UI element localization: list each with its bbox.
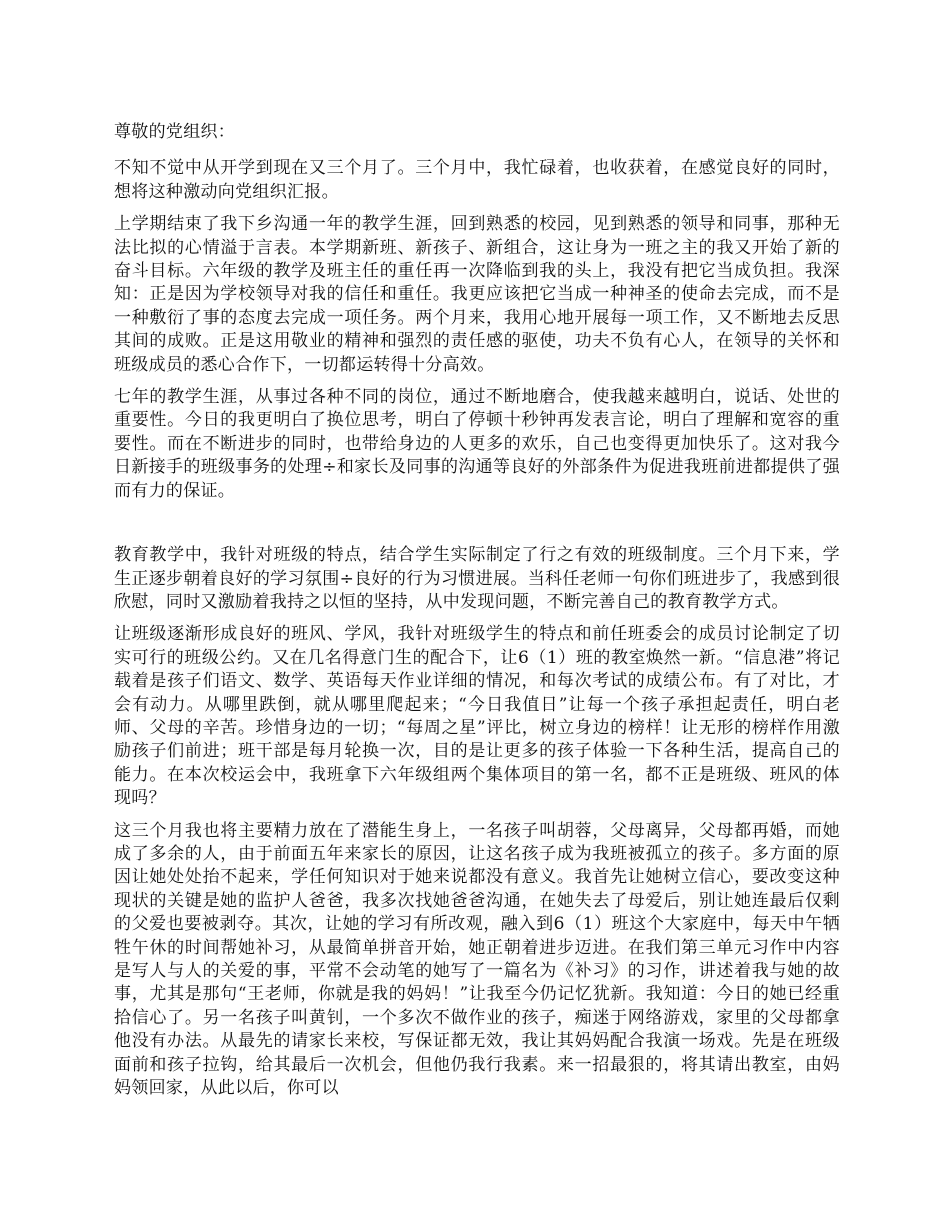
paragraph-new-semester: 上学期结束了我下乡沟通一年的教学生涯，回到熟悉的校园，见到熟悉的领导和同事，那种无法比拟的心情溢于言表。本学期新班、新孩子、新组合，这让身为一班之主的我又开始了新的奋斗目标。六年级的教学及班主任的重任再一次降临到我的头上，我没有把它当成负担。我深知：正是因为学校领导对我的信任和重任。我更应该把它当成一种神圣的使命去完成，而不是一种敷衍了事的态度去完成一项任务。两个月来，我用心地开展每一项工作，又不断地去反思其间的成败。正是这用敬业的精神和强烈的责任感的驱使，功夫不负有心人，在领导的关怀和班级成员的悉心合作下，一切都运转得十分高效。 xyxy=(114,214,840,375)
letter-body xyxy=(114,121,840,1109)
paragraph-opening: 不知不觉中从开学到现在又三个月了。三个月中，我忙碌着，也收获着，在感觉良好的同时，想将这种激动向党组织汇报。 xyxy=(114,158,840,202)
paragraph-class-system: 教育教学中，我针对班级的特点，结合学生实际制定了行之有效的班级制度。三个月下来，学生正逐步朝着良好的学习氛围÷良好的行为习惯进展。当科任老师一句你们班进步了，我感到很欣慰，同时又激励着我持之以恒的坚持，从中发现问题，不断完善自己的教育教学方式。 xyxy=(114,545,840,612)
section-gap xyxy=(114,512,840,544)
paragraph-class-convention: 让班级逐渐形成良好的班风、学风，我针对班级学生的特点和前任班委会的成员讨论制定了切实可行的班级公约。又在几名得意门生的配合下，让6（1）班的教室焕然一新。“信息港”将记载着是孩子们语文、数学、英语每天作业详细的情况，和每次考试的成绩公布。有了对比，才会有动力。从哪里跌倒，就从哪里爬起来；“今日我值日”让每一个孩子承担起责任，明白老师、父母的辛苦。珍惜身边的一切；“每周之星”评比，树立身边的榜样！让无形的榜样作用激励孩子们前进；班干部是每月轮换一次，目的是让更多的孩子体验一下各种生活，提高自己的能力。在本次校运会中，我班拿下六年级组两个集体项目的第一名，都不正是班级、班风的体现吗？ xyxy=(114,624,840,809)
salutation: 尊敬的党组织： xyxy=(114,122,236,142)
paragraph-seven-years: 七年的教学生涯，从事过各种不同的岗位，通过不断地磨合，使我越来越明白，说话、处世的重要性。今日的我更明白了换位思考，明白了停顿十秒钟再发表言论，明白了理解和宽容的重要性。而在不断进步的同时，也带给身边的人更多的欢乐，自己也变得更加快乐了。这对我今日新接手的班级事务的处理÷和家长及同事的沟通等良好的外部条件为促进我班前进都提供了强而有力的保证。 xyxy=(114,387,840,501)
paragraph-potential-students: 这三个月我也将主要精力放在了潜能生身上，一名孩子叫胡蓉，父母离异，父母都再婚，而她成了多余的人，由于前面五年来家长的原因，让这名孩子成为我班被孤立的孩子。多方面的原因让她处处抬不起来，学任何知识对于她来说都没有意义。我首先让她树立信心，要改变这种现状的关键是她的监护人爸爸，我多次找她爸爸沟通，在她失去了母爱后，别让她连最后仅剩的父爱也要被剥夺。其次，让她的学习有所改观，融入到6（1）班这个大家庭中，每天中午牺牲午休的时间帮她补习，从最简单拼音开始，她正朝着进步迈进。在我们第三单元习作中内容是写人与人的关爱的事，平常不会动笔的她写了一篇名为《补习》的习作，讲述着我与她的故事，尤其是那句“王老师，你就是我的妈妈！”让我至今仍记忆犹新。我知道：今日的她已经重拾信心了。另一名孩子叫黄钊，一个多次不做作业的孩子，痴迷于网络游戏，家里的父母都拿他没有办法。从最先的请家长来校，写保证都无效，我让其妈妈配合我演一场戏。先是在班级面前和孩子拉钩，给其最后一次机会，但他仍我行我素。来一招最狠的，将其请出教室，由妈妈领回家，从此以后，你可以 xyxy=(114,820,840,1099)
